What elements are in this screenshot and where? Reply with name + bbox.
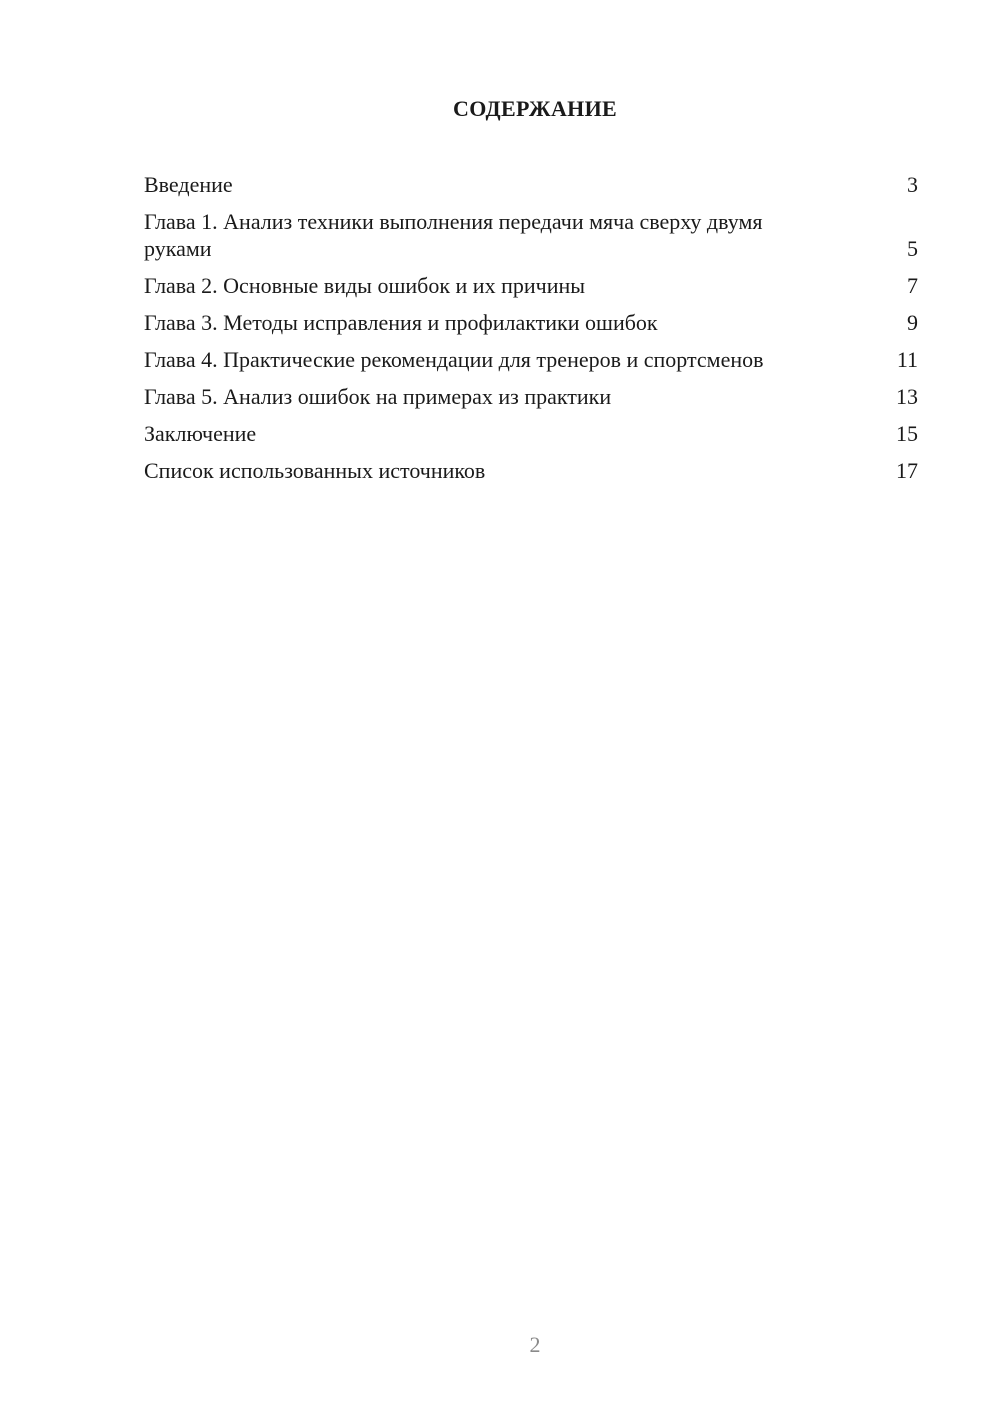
toc-entry-chapter-3[interactable]	[144, 309, 918, 336]
toc-entry-references[interactable]	[144, 457, 918, 484]
toc-entry-label: Заключение	[144, 421, 257, 446]
toc-entry-label: Глава 2. Основные виды ошибок и их причины	[144, 273, 586, 298]
toc-entry-page: 15	[896, 421, 918, 446]
toc-entry-label: Список использованных источников	[144, 458, 486, 483]
toc-entry-label: Глава 1. Анализ техники выполнения передачи мяча сверху двумя руками	[144, 209, 763, 261]
toc-entry-chapter-2[interactable]	[144, 272, 918, 299]
toc-entry-chapter-1[interactable]	[144, 208, 918, 262]
toc-entry-page: 5	[907, 236, 918, 261]
table-of-contents	[144, 171, 918, 494]
toc-entry-introduction[interactable]	[144, 171, 918, 198]
toc-entry-chapter-5[interactable]	[144, 383, 918, 410]
toc-entry-label: Введение	[144, 172, 233, 197]
toc-entry-chapter-4[interactable]	[144, 346, 918, 373]
page-number: 2	[529, 1332, 541, 1357]
toc-entry-label: Глава 4. Практические рекомендации для тренеров и спортсменов	[144, 347, 764, 372]
toc-entry-page: 7	[907, 273, 918, 298]
toc-entry-page: 17	[896, 458, 918, 483]
toc-entry-page: 13	[896, 384, 918, 409]
toc-entry-conclusion[interactable]	[144, 420, 918, 447]
page-title: СОДЕРЖАНИЕ	[453, 96, 617, 121]
toc-entry-page: 9	[907, 310, 918, 335]
toc-entry-page: 3	[907, 172, 918, 197]
toc-entry-label: Глава 3. Методы исправления и профилактики ошибок	[144, 310, 658, 335]
toc-entry-label: Глава 5. Анализ ошибок на примерах из практики	[144, 384, 612, 409]
toc-entry-page: 11	[896, 347, 918, 372]
